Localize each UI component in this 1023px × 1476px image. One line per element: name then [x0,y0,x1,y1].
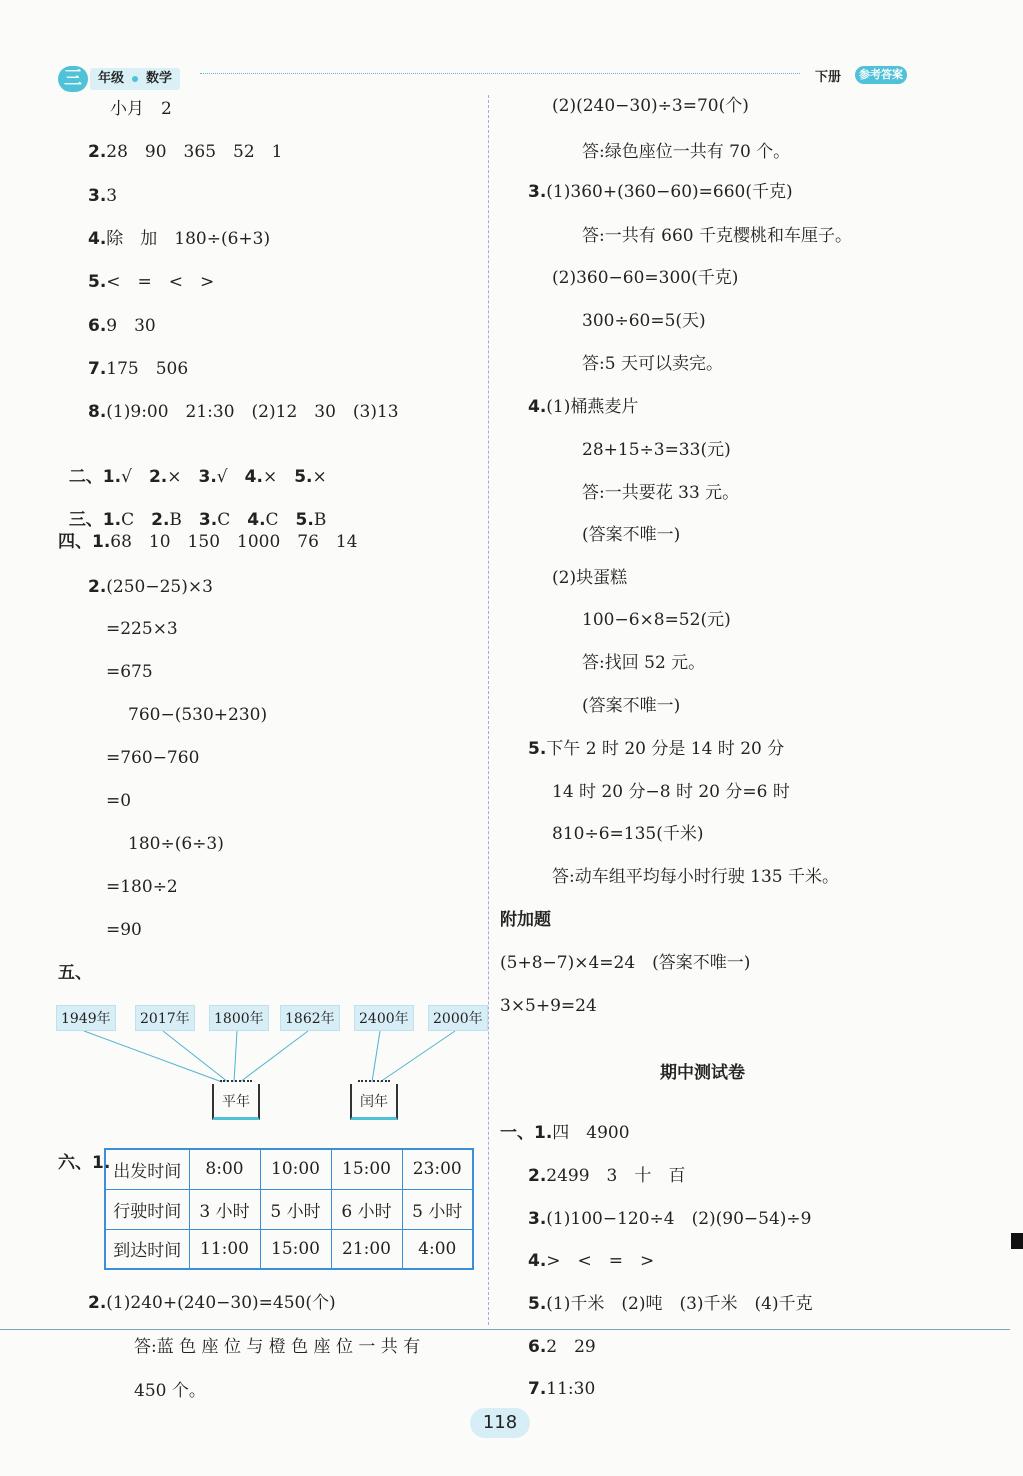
table-row: 行驶时间 3 小时 5 小时 6 小时 5 小时 [105,1189,473,1229]
calendar-common-year: 平年 [212,1084,260,1120]
connector-lines [0,0,520,1140]
calendar-leap-year: 闰年 [350,1084,398,1120]
grade-label: 年级 [98,71,125,86]
answer-line: 四、1.68 10 150 1000 76 14 [58,532,358,552]
answer-line: 答:找回 52 元。 [582,653,706,673]
table-row: 出发时间 8:00 10:00 15:00 23:00 [105,1149,473,1189]
answer-line: 2.28 90 365 52 1 [88,142,283,162]
answer-line: 180÷(6÷3) [128,834,224,854]
answer-line: 100−6×8=52(元) [582,610,731,630]
answer-line: 6.2 29 [528,1337,596,1357]
answer-line: =0 [106,791,132,811]
answer-line: 2.(1)240+(240−30)=450(个) [88,1293,336,1313]
answer-line: 一、1.四 4900 [500,1123,630,1143]
answer-line: 答:一共有 660 千克樱桃和车厘子。 [582,226,852,246]
year-1949: 1949年 [56,1005,116,1031]
answer-line: 答:蓝 色 座 位 与 橙 色 座 位 一 共 有 [134,1337,421,1357]
answer-line: =225×3 [106,619,178,639]
answer-line: 答:5 天可以卖完。 [582,354,723,374]
answer-line: =675 [106,662,153,682]
answer-line: 3.(1)360+(360−60)=660(千克) [528,182,793,202]
midterm-title: 期中测试卷 [660,1063,745,1083]
answer-line: 7.175 506 [88,359,189,379]
section-six-label: 六、1. [58,1153,111,1173]
answer-line: 450 个。 [134,1381,206,1401]
answer-line: 答:动车组平均每小时行驶 135 千米。 [552,867,839,887]
answer-line: 6.9 30 [88,316,156,336]
answer-line: 5.下午 2 时 20 分是 14 时 20 分 [528,739,785,759]
answers-badge: 参考答案 [855,66,907,84]
answer-line: 7.11:30 [528,1379,596,1399]
edge-mark [1011,1233,1023,1249]
answer-line: =760−760 [106,748,200,768]
answer-line: 3.3 [88,186,118,206]
grade-badge: 三 [58,66,88,92]
answer-line: (5+8−7)×4=24 (答案不唯一) [500,953,751,973]
answer-line: 5.< = < > [88,272,215,292]
judge-row: 二、1.√ 2.× 3.√ 4.× 5.× [68,467,327,487]
answer-line: (2)块蛋糕 [552,568,628,588]
answer-line: 答:一共要花 33 元。 [582,483,740,503]
answer-line: 8.(1)9:00 21:30 (2)12 30 (3)13 [88,402,399,422]
page-number: 118 [470,1408,530,1438]
answer-line: 5.(1)千米 (2)吨 (3)千米 (4)千克 [528,1294,813,1314]
answer-line: =180÷2 [106,877,178,897]
choice-row: 三、1.C 2.B 3.C 4.C 5.B [68,510,327,530]
answer-line: (2)360−60=300(千克) [552,268,739,288]
answer-line: 附加题 [500,910,551,930]
year-2400: 2400年 [354,1005,414,1031]
year-2000: 2000年 [428,1005,488,1031]
answer-line: 14 时 20 分−8 时 20 分=6 时 [552,782,790,802]
answer-line: 4.(1)桶燕麦片 [528,397,639,417]
volume-label: 下册 [815,70,842,85]
answer-line: (答案不唯一) [582,525,681,545]
answer-line: 五、 [58,963,92,983]
answer-line: 小月 2 [110,99,172,119]
answer-line: 3.(1)100−120÷4 (2)(90−54)÷9 [528,1209,812,1229]
answer-line: (答案不唯一) [582,696,681,716]
answer-line: 4.> < = > [528,1251,655,1271]
answer-line: 3×5+9=24 [500,996,597,1016]
answer-line: 28+15÷3=33(元) [582,440,731,460]
answer-line: 4.除 加 180÷(6+3) [88,229,271,249]
answer-line: 答:绿色座位一共有 70 个。 [582,142,791,162]
answer-line: 810÷6=135(千米) [552,824,704,844]
answer-line: 2.2499 3 十 百 [528,1166,686,1186]
schedule-table [104,1148,474,1270]
table-row: 到达时间 11:00 15:00 21:00 4:00 [105,1229,473,1269]
year-1862: 1862年 [280,1005,340,1031]
subject-label: 数学 [146,71,173,86]
answer-line: =90 [106,920,142,940]
year-1800: 1800年 [209,1005,269,1031]
year-2017: 2017年 [135,1005,195,1031]
answer-line: 760−(530+230) [128,705,268,725]
answer-line: 2.(250−25)×3 [88,577,213,597]
bottom-rule [0,1329,1010,1330]
answer-line: (2)(240−30)÷3=70(个) [552,96,749,116]
answer-line: 300÷60=5(天) [582,311,706,331]
